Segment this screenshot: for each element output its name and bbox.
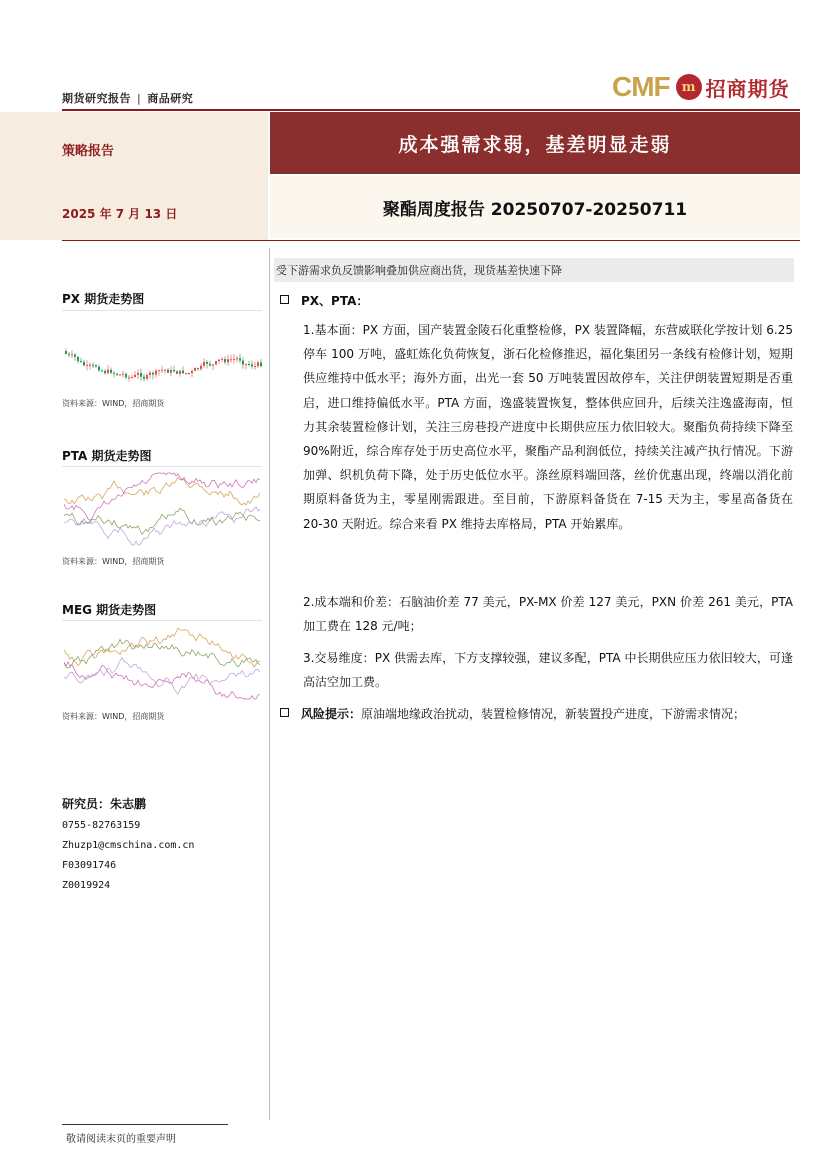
px-candle-body [128,377,130,378]
pta-lines [64,473,260,545]
px-chart [62,310,262,395]
px-candle-body [176,371,178,374]
px-candle-body [212,364,214,365]
px-candle-body [218,360,220,362]
px-candle-body [194,368,196,371]
logo-cmf-text: CMF [612,71,670,102]
px-candle-body [167,370,169,373]
pta-series-line [64,507,260,545]
px-candle-body [179,371,181,374]
px-candle-body [206,362,208,364]
px-candle-body [125,374,127,378]
logo-emblem-icon: m [676,74,702,100]
pta-series-line [64,508,260,534]
px-candle-body [152,373,154,375]
px-candle-body [164,370,166,371]
footer-rule [62,1124,228,1125]
px-chart-title: PX 期货走势图 [62,292,145,306]
px-candle-body [227,359,229,362]
px-candle-body [158,370,160,371]
meg-chart-title: MEG 期货走势图 [62,603,157,617]
px-candle-body [131,377,133,378]
pta-chart-source: 资料来源：WIND，招商期货 [62,557,165,566]
meg-series-line [64,662,260,699]
px-candle-body [137,373,139,375]
risk-section [280,702,794,726]
px-candle-body [71,355,73,356]
px-candle-body [83,362,85,365]
header-report-subcategory: 商品研究 [147,92,194,105]
header-breadcrumb: 期货研究报告 | 商品研究 [62,92,194,105]
px-candle-body [221,359,223,360]
px-candle-body [230,359,232,360]
px-candle-body [251,364,253,366]
px-candle-body [215,361,217,364]
pta-chart-title: PTA 期货走势图 [62,449,152,463]
summary-bar [274,258,794,282]
px-candle-body [107,370,109,373]
px-candle-body [98,367,100,371]
pta-chart [62,466,262,551]
px-candle-body [254,366,256,367]
px-candle-body [119,374,121,375]
analyst-email[interactable]: Zhuzp1@cmschina.com.cn [62,840,195,851]
px-candle-body [101,371,103,372]
px-candle-body [209,364,211,366]
logo-cn-text: 招商期货 [705,76,790,101]
risk-text: 原油端地缘政治扰动，装置检修情况，新装置投产进度，下游需求情况； [361,707,746,721]
px-candle-body [146,375,148,379]
analyst-license-2: Z0019924 [62,880,111,891]
px-candle-body [89,365,91,366]
px-candle-body [92,365,94,366]
meg-chart-source: 资料来源：WIND，招商期货 [62,712,165,721]
pta-series-line [64,473,260,521]
px-candle-body [236,358,238,359]
px-candle-body [191,371,193,373]
px-candle-body [242,361,244,365]
px-candle-body [74,355,76,357]
px-candle-body [155,371,157,375]
meg-chart [62,620,262,705]
px-candle-body [182,371,184,374]
px-candle-body [143,377,145,379]
paragraph-fundamentals: 1.基本面：PX 方面，国产装置金陵石化重整检修，PX 装置降幅，东营威联化学按计划 6.25 停车 100 万吨，盛虹炼化负荷恢复，浙石化检修推迟，福化集团另一条线有检修计划，短期供应维持中低水平；海外方面，出光一套 50 万吨装置因故停车，关注伊朗装置短期是否重启，进口维持偏低水平。PTA 方面，逸盛装置恢复，整体供应回升，后续关注逸盛海南，恒力其余装置检修计划，关注三房巷投产进度中长期供应压力依旧较大。聚酯负荷持续下降至 90%附近，综合库存处于历史高位水平，聚酯产品利润低位，持续关注减产执行情况。下游加弹、织机负荷下降，处于历史低位水平。涤丝原料端回落，丝价优惠出现，终端以消化前期原料备货为主，零星刚需跟进。至目前，下游原料备货在 7-15 天为主，零星高备货在 20-30 天附近。综合来看 PX 维持去库格局，PTA 开始累库。 [303,323,793,531]
header-rule [62,109,800,111]
column-divider [269,248,270,1120]
px-candle-body [245,364,247,365]
px-candle-body [185,373,187,374]
px-candle-body [110,370,112,373]
px-candle-body [257,362,259,366]
report-subtitle: 聚酯周度报告 20250707-20250711 [382,199,688,220]
meg-lines [64,628,260,699]
checkbox-bullet-icon [280,295,289,304]
px-candle-body [122,374,124,375]
title-divider [62,240,800,241]
px-candle-body [203,362,205,366]
analyst-license-1: F03091746 [62,860,117,871]
summary-text: 受下游需求负反馈影响叠加供应商出货，现货基差快速下降 [276,264,562,277]
px-candle-body [260,362,262,366]
section-heading [280,292,368,309]
px-candle-body [104,371,106,373]
pta-series-line [64,477,260,505]
report-main-title: 成本强需求弱，基差明显走弱 [398,133,672,156]
analyst-name: 研究员：朱志鹏 [62,797,147,811]
risk-label: 风险提示： [301,707,362,721]
px-candle-body [134,375,136,377]
report-type: 策略报告 [62,144,115,159]
px-candle-body [77,357,79,361]
px-chart-source: 资料来源：WIND，招商期货 [62,399,165,408]
px-candle-body [224,359,226,362]
px-candle-body [239,358,241,360]
px-candles [65,348,262,381]
px-candle-body [248,364,250,365]
subtitle-area [270,176,800,238]
px-candle-body [86,365,88,366]
header-report-category: 期货研究报告 [62,92,131,105]
px-candle-body [116,374,118,375]
px-candle-body [68,354,70,355]
px-candle-body [80,361,82,362]
analyst-phone: 0755-82763159 [62,820,141,831]
paragraph-trading: 3.交易维度：PX 供需去库，下方支撑较强，建议多配，PTA 中长期供应压力依旧较大，可逢高沽空加工费。 [303,651,793,690]
px-candle-body [140,373,142,377]
meg-chart-svg [62,621,262,705]
px-candle-body [233,359,235,360]
px-candle-body [197,368,199,369]
pta-chart-svg [62,467,262,551]
px-candle-body [173,370,175,371]
section-heading-text: PX、PTA： [301,294,369,308]
report-date: 2025 年 7 月 13 日 [62,207,178,221]
px-candle-body [95,365,97,366]
px-candle-body [65,351,67,354]
px-candle-body [188,373,190,374]
px-candle-body [113,373,115,374]
paragraph-cost: 2.成本端和价差：石脑油价差 77 美元，PX-MX 价差 127 美元，PXN 价差 261 美元，PTA 加工费在 128 元/吨； [303,595,793,634]
checkbox-bullet-icon [280,708,289,717]
company-logo [612,70,790,104]
footer-disclaimer: 敬请阅读末页的重要声明 [66,1134,176,1145]
px-candle-body [200,366,202,369]
px-candle-body [149,373,151,375]
px-candle-body [161,370,163,371]
px-chart-svg [62,311,262,395]
px-candle-body [170,370,172,373]
title-band [270,112,800,174]
